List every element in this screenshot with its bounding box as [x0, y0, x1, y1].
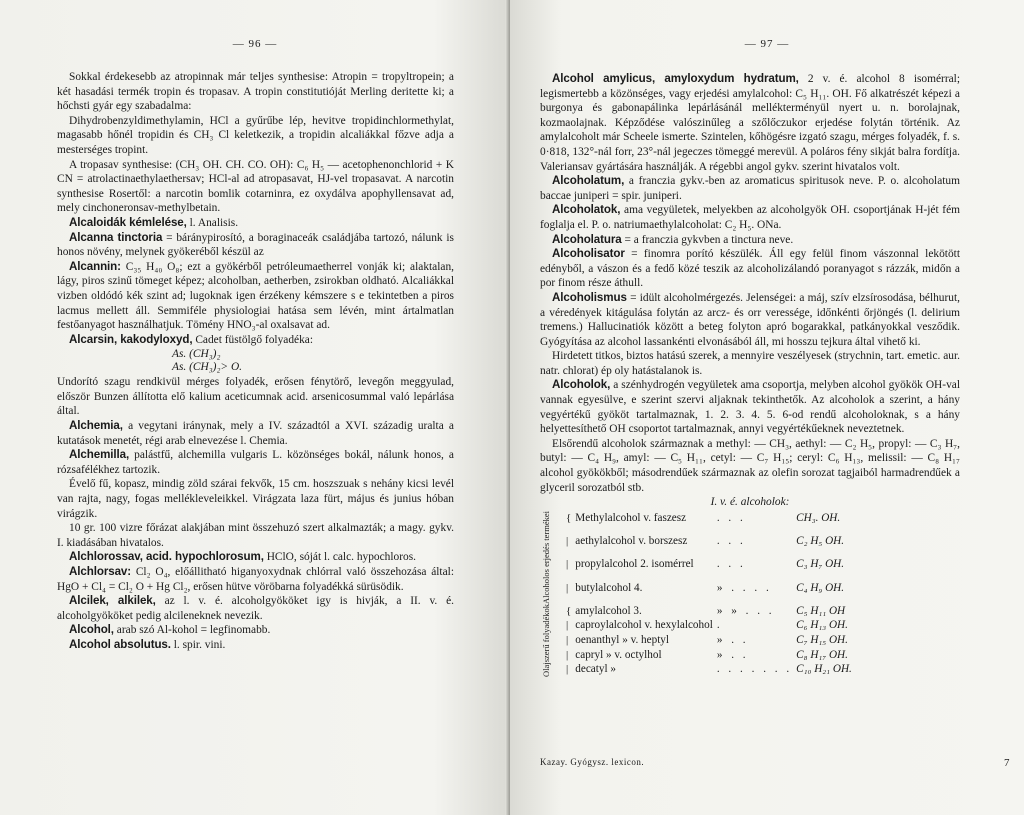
entry-headword: Alchemilla,: [69, 448, 130, 462]
leader-dots: . . .: [716, 535, 746, 548]
table-row: [540, 604, 854, 619]
paragraph: Sokkal érdekesebb az atropinnak már teljes synthesise: Atropin = tropyltropein; a két hasadási termék tropin és tropasav. A tropin constitutióját Merling deritette ki; a hőchsti gyár egy szabadalma:: [57, 71, 454, 113]
entry-headword: Alchlorossav, acid. hypochlorosum,: [69, 550, 264, 564]
alcohol-formula: C₅ H₁₁ OH: [796, 604, 846, 617]
entry-text: az l. v. é. alcoholgyököket igy is hivják, a II. v. é. alcoholgyököket pedig alcileneknek nevezik.: [57, 595, 454, 622]
leader-dots: . . . . . . .: [716, 663, 793, 676]
entry: [540, 233, 960, 248]
leader-dots: » . . . .: [716, 581, 772, 594]
entry-headword: Alcoholok,: [552, 378, 611, 392]
table-row: [540, 633, 854, 648]
paragraph: A tropasav synthesise: (CH₃ OH. CH. CO. OH): C₆ H₅ — acetophenonchlorid + K CN = atrolactinaethylaethersav; HCl-al ad atropasavat, HJ-vel tropasavat. A narcotin synthesise Rosertől: a narcotin bomlik cotarninra, ez oxydálva apophyllensavat ad, mely cinchoneronsav-methylbetain.: [57, 158, 454, 215]
entry-text: HClO, sóját l. calc. hypochloros.: [266, 551, 417, 564]
entry-headword: Alcoholatok,: [552, 203, 621, 217]
entry-continuation: Hirdetett titkos, biztos hatású szerek, a mennyire veszélyesek (strychnin, tart. emetic. aur. natr. chlorat) ép oly hatástalanok is.: [540, 350, 960, 377]
entry: [540, 378, 960, 436]
table-heading: I. v. é. alcoholok:: [710, 496, 790, 509]
paragraph: Dihydrobenzyldimethylamin, HCl a gyűrűbe lép, hevitve tropidinchlormethylat, magasabb hőnél tropidin és CH₃ Cl keletkezik, a tropidin alcaliákkal főzve adja a mesterséges tropint.: [57, 114, 454, 156]
entry: [540, 174, 960, 203]
alcohol-name: aethylalcohol v. borszesz: [575, 535, 688, 548]
alcohol-table: [540, 511, 854, 677]
entry: [57, 231, 454, 260]
kakodyl-formula: [57, 348, 454, 374]
entry-text: l. spir. vini.: [173, 638, 226, 651]
entry-headword: Alcohol,: [69, 623, 114, 637]
leader-dots: » » . . .: [716, 604, 775, 617]
entry-headword: Alcohol absolutus.: [69, 637, 171, 651]
group-label: Alcoholos erjedés termékei: [541, 510, 551, 604]
alcohol-formula: C₈ H₁₇ OH.: [796, 648, 848, 661]
entry: [57, 550, 454, 565]
brace: |: [566, 633, 569, 646]
entry: [540, 291, 960, 349]
alcohol-name: propylalcohol 2. isomérrel: [575, 558, 694, 571]
entry-text: arab szó Al-kohol = legfinomabb.: [116, 624, 271, 637]
group-label-cell: [540, 511, 564, 604]
formula-line: As. (CH₃)₂: [172, 361, 221, 374]
leader-dots: .: [716, 619, 723, 632]
alcohol-formula: C₁₀ H₂₁ OH.: [796, 663, 852, 676]
brace: |: [566, 581, 569, 594]
entry-text: = idült alcoholmérgezés. Jelenségei: a máj, szív elzsírosodása, bélhurut, a véredények kitágulása folytán az arcz- és orr veressége, időnkénti őrjöngés (l. delirium tremens.) Hallucinatiók között a beteg folyton apró bogarakkal, patkányokkal vesződik. Gyógyítása az alcohol lassankénti elvonásából áll, mi hosszu tejkura által vihető ki.: [540, 291, 961, 348]
alcohol-name: oenanthyl » v. heptyl: [575, 633, 670, 646]
alcohol-name: decatyl »: [575, 663, 616, 676]
page-folio-96: — 96 —: [232, 38, 278, 50]
entry-text: = báránypirosító, a boraginaceák családjába tartozó, nálunk is honos növény, melynek gyökeréből készül az: [57, 231, 454, 259]
entry-text: 2 v. é. alcohol 8 isomérral; legismertebb a közönséges, vagy erjedési amylalcohol: C₅ H₁₁. OH. Fő alkatrészét képezi a burgonya és gabonapálinka lepárlásánál mellékterményül nyert u. n. borolajnak, kozmaolajnak. Képződése valószinűleg a szőlőczukor erjedése folytán történik. Az amylalcoholt már Scheele ismerte. Szintelen, kőhögésre izgató szagu, mérges folyadék, f. s. 0·818, 132°-nál forr, 23°-nál jegeczes tömeggé merevül. A poláros fény sikját balra fordítja. Valeriansav gyártására használják. A régebbi angol gykv. szerint hivatalos volt.: [540, 73, 961, 173]
formula-line: As. (CH₃)₂: [172, 348, 221, 361]
entry-text: Cl₂ O₄, előállitható higanyoxydnak chlórral való összehozása által: HgO + Cl₄ = Cl₂ O + Hg Cl₂, erősen hütve vöröbarna folyadékká sürüsödik.: [57, 566, 454, 593]
entry: [57, 594, 454, 623]
right-page: [510, 0, 1024, 815]
table-row: [540, 557, 854, 580]
entry-headword: Alcoholismus: [552, 290, 627, 304]
entry-headword: Alcilek, alkilek,: [69, 594, 156, 608]
group-label-cell: [540, 604, 564, 677]
table-row: [540, 618, 854, 633]
alcohol-name: capryl » v. octylhol: [575, 648, 662, 661]
alcohol-formula: C₆ H₁₃ OH.: [796, 619, 848, 632]
entry-headword: Alcannin:: [69, 259, 121, 273]
alcohol-name: amylalcohol 3.: [575, 604, 642, 617]
alcohol-formula: C₄ H₉ OH.: [796, 581, 845, 594]
table-row: [540, 662, 854, 677]
entry-headword: Alcoholisator: [552, 247, 625, 261]
table-row: [540, 648, 854, 663]
entry-text: a szénhydrogén vegyületek ama csoportja, melyben alcohol gyökök OH-val vannak egyesülve, e szerint szervi aljaknak tekinthetők. Az alcoholok a szerint, a hány vegyértékű gyököt tartalmaznak, 1. 2. 3. 4. 5. 6-od rendű alcoholoknak, s a hány helyettesíthető OH csoportot tartalmaznak, annyi vegyértékűeknek neveztetnek.: [540, 379, 960, 436]
entry-continuation: Elsőrendű alcoholok származnak a methyl: — CH₃, aethyl: — C₂ H₅, propyl: — C₃ H₇, butyl: — C₄ H₉, amyl: — C₅ H₁₁, cetyl: — C₇ H₁₅; ceryl: C₆ H₁₃, melissil: — C₈ H₁₇ alcohol gyökökből; másodrendűek származnak az olefin sorozat tagjaiból harmadrendűek a glyceril sorozatból stb.: [540, 437, 960, 494]
table-row: [540, 511, 854, 534]
page-folio-97: — 97 —: [744, 38, 790, 50]
brace: |: [566, 558, 569, 571]
entry: [57, 565, 454, 594]
entry-text: a vegytani iránynak, mely a IV. századtól a XVI. századig uralta a kutatások menetét, régi arab elnevezése l. Chemia.: [57, 420, 454, 447]
alcohol-formula: C₇ H₁₅ OH.: [796, 633, 848, 646]
entry-continuation: 10 gr. 100 vizre főrázat alakjában mint összehuzó szert alkalmazták; a magy. gykv. I. kiadásában hivatalos.: [57, 522, 454, 549]
alcohol-formula: C₂ H₅ OH.: [796, 535, 845, 548]
brace: {: [566, 604, 572, 617]
brace: |: [566, 619, 569, 632]
entry-text: = a franczia gykvben a tinctura neve.: [624, 233, 794, 246]
entry: [57, 623, 454, 638]
entry-headword: Alchlorsav:: [69, 565, 132, 578]
alcohol-name: Methylalcohol v. faszesz: [575, 511, 687, 524]
running-footer: Kazay. Gyógysz. lexicon.: [540, 757, 645, 767]
leader-dots: » . .: [716, 648, 749, 661]
table-row: [540, 581, 854, 604]
entry: [57, 419, 454, 448]
entry-headword: Alcarsin, kakodyloxyd,: [69, 332, 193, 346]
entry-continuation: Undorító szagu rendkivül mérges folyadék, erősen fénytörő, levegőn meggyulad, először Bunzen állította elő kalium aceticumnak acid. arsenicosummal való lepárlása által.: [57, 376, 454, 418]
brace: |: [566, 535, 569, 548]
signature-number: 7: [1004, 757, 1010, 769]
entry: [57, 216, 454, 231]
entry: [57, 448, 454, 477]
entry: [57, 260, 454, 333]
entry-text: Cadet füstölgő folyadéka:: [195, 333, 313, 346]
entry-text: ama vegyületek, melyekben az alcoholgyök OH. csoportjának H-jét fém foglalja el. P. o. natriumaethylalcoholat: C₂ H₅. ONa.: [540, 204, 960, 231]
entry-text: palástfű, alchemilla vulgaris L. közönséges bokál, nálunk honos, a rózsafélékhez tartozik.: [57, 449, 454, 476]
brace: {: [566, 511, 572, 524]
entry-headword: Alcanna tinctoria: [69, 230, 163, 244]
entry: [57, 333, 454, 348]
right-text-column: [540, 72, 960, 677]
entry: [540, 72, 960, 174]
entry: [57, 638, 454, 653]
brace: |: [566, 648, 569, 661]
entry-text: a franczia gykv.-ben az aromaticus spiritusok neve. P. o. alcoholatum baccae juniperi = spir. juniperi.: [540, 175, 960, 202]
entry-continuation: Évelő fű, kopasz, mindig zöld szárai fekvők, 15 cm. hoszszuak s nehány kicsi levél van rajta, nagy, fogas mellékleveleikkel. Virágzata laza fürt, május és junius hóban virágzik.: [57, 478, 454, 520]
leader-dots: . . .: [716, 511, 746, 524]
alcohol-name: butylalcohol 4.: [575, 581, 643, 594]
formula-oxygen: > O.: [220, 361, 243, 374]
entry-text: C₃₅ H₄₀ O₈; ezt a gyökérből petróleumaetherrel vonják ki; alaktalan, lágy, piros szinű tömeget képez; alcoholban, aetherben, zsirokban oldható. Alcaliákkal vizben oldódó kék szint ad; lugoknak igen érzékeny kémszere s e tekintetben a piros lacmus mellett áll. Semmiféle physiologiai hatása sem lévén, mint ártalmatlan festőanyagot használhatjuk. Tömény HNO₃-al oxalsavat ad.: [57, 260, 454, 332]
leader-dots: » . .: [716, 633, 749, 646]
left-page: [0, 0, 510, 815]
group-label: Olajszerű folyadékok: [541, 603, 551, 677]
entry-headword: Alcaloidák kémlelése,: [69, 215, 187, 229]
brace: |: [566, 663, 569, 676]
entry-headword: Alcohol amylicus, amyloxydum hydratum,: [552, 72, 799, 85]
table-row: [540, 534, 854, 557]
leader-dots: . . .: [716, 558, 746, 571]
entry-text: = finomra porító készülék. Áll egy felül finom vászonnal lekötött edényből, a vászon és a fedő közé teszik az alcoholizálandó poranyagot s rázzák, midőn a por finom része áthull.: [540, 248, 960, 290]
entry-headword: Alcoholatura: [552, 232, 622, 246]
alcohol-name: caproylalcohol v. hexylalcohol: [575, 619, 713, 632]
alcohol-formula: CH₃. OH.: [796, 511, 841, 524]
left-text-column: [57, 70, 454, 653]
alcohol-formula: C₃ H₇ OH.: [796, 558, 845, 571]
entry-text: l. Analisis.: [189, 216, 239, 229]
entry: [540, 203, 960, 232]
entry: [540, 247, 960, 291]
entry-headword: Alchemia,: [69, 419, 123, 433]
entry-headword: Alcoholatum,: [552, 174, 625, 188]
